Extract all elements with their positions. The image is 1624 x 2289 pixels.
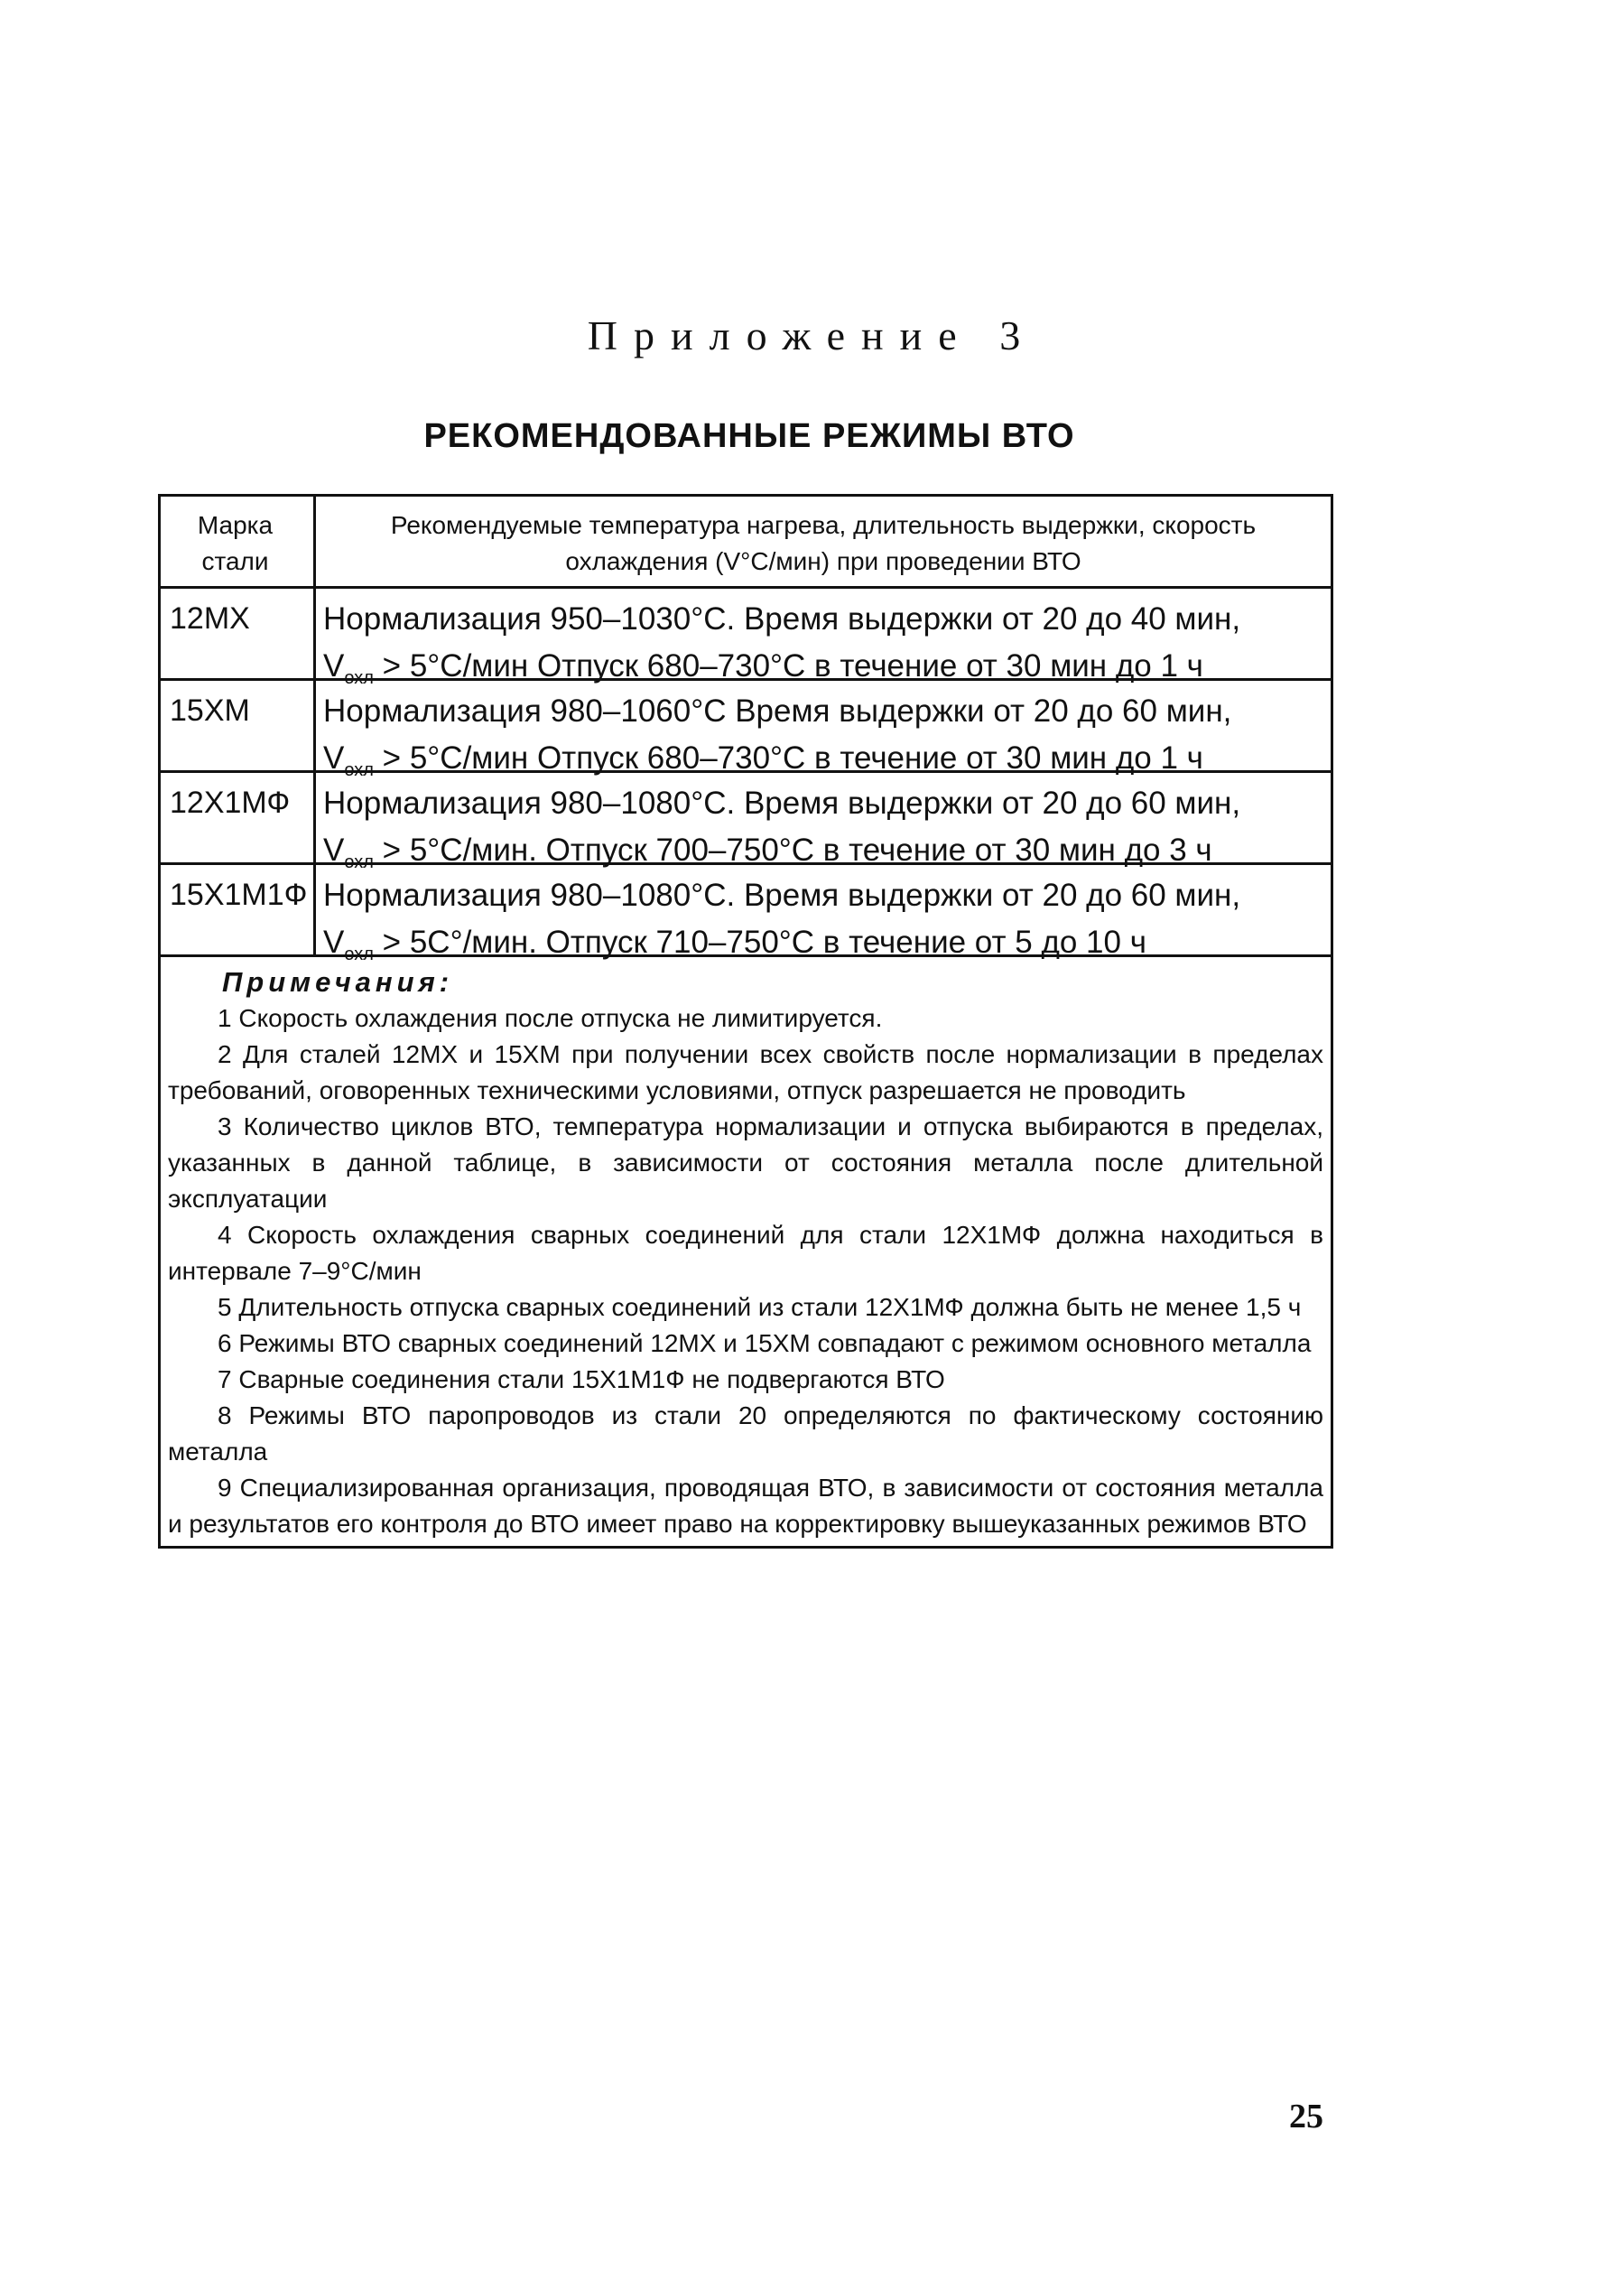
heat-treatment-mode [316, 681, 1331, 780]
heat-treatment-mode [316, 589, 1331, 688]
mode-line-1: Нормализация 980–1080°С. Время выдержки от 20 до 60 мин, [323, 786, 1241, 821]
mode-line-1: Нормализация 980–1080°С. Время выдержки от 20 до 60 мин, [323, 878, 1241, 913]
notes-section [161, 957, 1331, 1546]
table-row [161, 773, 1331, 872]
header-mode: Рекомендуемые температура нагрева, длительность выдержки, скорость охлаждения (V°С/мин) при проведении ВТО [390, 511, 1257, 575]
regime-table [158, 494, 1333, 1549]
appendix-title: Приложение 3 [587, 312, 1037, 358]
steel-grade: 15Х1М1Ф [161, 865, 316, 954]
velocity-symbol: V [323, 925, 345, 960]
note-item: 6 Режимы ВТО сварных соединений 12МХ и 15ХМ совпадают с режимом основного металла [218, 1329, 1312, 1357]
velocity-symbol: V [323, 648, 345, 684]
mode-line-2-text: > 5°С/мин. Отпуск 700–750°С в течение от 30 мин до 3 ч [373, 833, 1212, 868]
page-number: 25 [1289, 2098, 1323, 2135]
velocity-subscript: охл [344, 760, 374, 780]
mode-line-1: Нормализация 980–1060°С Время выдержки от 20 до 60 мин, [323, 693, 1232, 729]
steel-grade: 15ХМ [161, 681, 316, 770]
header-grade: Марка стали [161, 497, 316, 586]
notes-heading: Примечания: [222, 966, 454, 998]
note-item: 8 Режимы ВТО паропроводов из стали 20 определяются по фактическому состоянию металла [168, 1401, 1323, 1466]
mode-line-2-text: > 5°С/мин Отпуск 680–730°С в течение от 30 мин до 1 ч [373, 740, 1203, 776]
velocity-symbol: V [323, 740, 345, 776]
velocity-subscript: охл [344, 852, 374, 872]
heat-treatment-mode [316, 865, 1331, 964]
note-item: 3 Количество циклов ВТО, температура нормализации и отпуска выбираются в пределах, указанных в данной таблице, в зависимости от состояния металла после длительной эксплуатации [168, 1112, 1323, 1213]
table-row [161, 589, 1331, 688]
note-item: 9 Специализированная организация, проводящая ВТО, в зависимости от состояния металла и результатов его контроля до ВТО имеет право на корректировку вышеуказанных режимов ВТО [168, 1474, 1323, 1538]
velocity-subscript: охл [344, 944, 374, 964]
steel-grade: 12МХ [161, 589, 316, 678]
mode-line-1: Нормализация 950–1030°С. Время выдержки от 20 до 40 мин, [323, 601, 1241, 637]
mode-line-2-text: > 5С°/мин. Отпуск 710–750°С в течение от 5 до 10 ч [373, 925, 1146, 960]
note-item: 2 Для сталей 12МХ и 15ХМ при получении всех свойств после нормализации в пределах требований, оговоренных техническими условиями, отпуск разрешается не проводить [168, 1040, 1323, 1104]
table-row [161, 865, 1331, 964]
velocity-symbol: V [323, 833, 345, 868]
velocity-subscript: охл [344, 668, 374, 688]
note-item: 7 Сварные соединения стали 15Х1М1Ф не подвергаются ВТО [218, 1365, 945, 1393]
heat-treatment-mode [316, 773, 1331, 872]
steel-grade: 12Х1МФ [161, 773, 316, 862]
note-item: 5 Длительность отпуска сварных соединений из стали 12Х1МФ должна быть не менее 1,5 ч [218, 1293, 1302, 1321]
section-title: РЕКОМЕНДОВАННЫЕ РЕЖИМЫ ВТО [423, 417, 1075, 455]
table-row [161, 681, 1331, 780]
mode-line-2-text: > 5°С/мин Отпуск 680–730°С в течение от 30 мин до 1 ч [373, 648, 1203, 684]
note-item: 4 Скорость охлаждения сварных соединений для стали 12Х1МФ должна находиться в интервале 7–9°С/мин [168, 1221, 1323, 1285]
table-header-row [161, 497, 1331, 589]
mode-line-2 [323, 919, 1322, 978]
note-item: 1 Скорость охлаждения после отпуска не лимитируется. [218, 1004, 883, 1032]
